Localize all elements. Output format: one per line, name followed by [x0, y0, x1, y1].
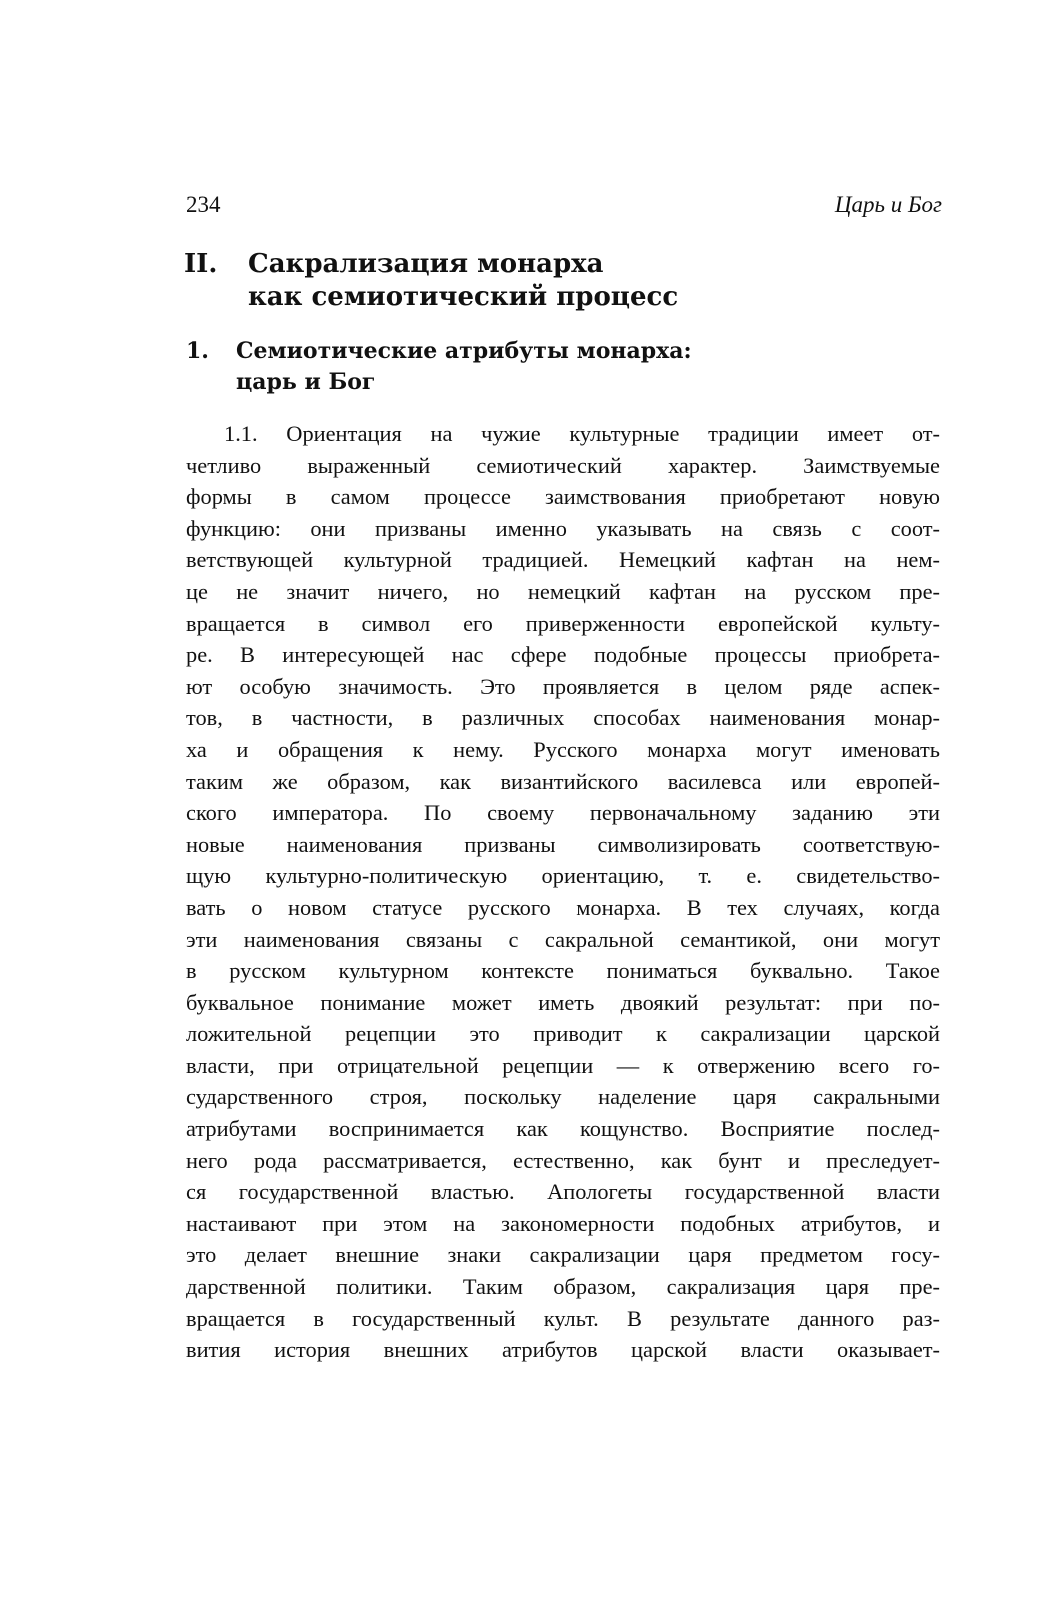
text-line: функцию: они призваны именно указывать на связь с соот- — [186, 515, 940, 541]
section-title-line: как семиотический процесс — [248, 282, 679, 312]
text-line: ского императора. По своему первоначальному заданию эти — [186, 800, 940, 826]
running-head — [186, 190, 942, 220]
text-line: вращается в символ его приверженности европейской культу- — [186, 610, 940, 636]
text-line: атрибутами воспринимается как кощунство. Восприятие послед- — [186, 1116, 940, 1142]
text-line: ют особую значимость. Это проявляется в целом ряде аспек- — [186, 673, 940, 699]
subsection-title-line: Семиотические атрибуты монарха: — [236, 338, 692, 364]
text-line: власти, при отрицательной рецепции — к отвержению всего го- — [186, 1052, 940, 1078]
text-line: дарственной политики. Таким образом, сакрализация царя пре- — [186, 1274, 940, 1300]
text-line: новые наименования призваны символизировать соответствую- — [186, 831, 940, 857]
text-line: эти наименования связаны с сакральной семантикой, они могут — [186, 926, 940, 952]
page-number: 234 — [186, 192, 221, 217]
text-line: ха и обращения к нему. Русского монарха могут именовать — [186, 736, 940, 762]
text-line: щую культурно-политическую ориентацию, т. е. свидетельство- — [186, 863, 940, 889]
body-paragraph — [186, 418, 940, 1366]
section-title — [248, 248, 678, 314]
text-line: вать о новом статусе русского монарха. В тех случаях, когда — [186, 894, 940, 920]
subsection-title — [236, 336, 692, 398]
text-line: него рода рассматривается, естественно, как бунт и преследует- — [186, 1147, 940, 1173]
text-line: ветствующей культурной традицией. Немецкий кафтан на нем- — [186, 547, 940, 573]
running-title: Царь и Бог — [834, 192, 942, 217]
text-line: ложительной рецепции это приводит к сакрализации царской — [186, 1021, 940, 1047]
section-heading — [184, 248, 944, 318]
text-line: сударственного строя, поскольку наделение царя сакральными — [186, 1084, 940, 1110]
text-line: ре. В интересующей нас сфере подобные процессы приобрета- — [186, 642, 940, 668]
subsection-heading — [186, 336, 946, 400]
text-line: таким же образом, как византийского василевса или европей- — [186, 768, 940, 794]
text-line: ся государственной властью. Апологеты государственной власти — [186, 1179, 940, 1205]
text-line: вития история внешних атрибутов царской власти оказывает- — [186, 1337, 940, 1363]
text-line: в русском культурном контексте пониматься буквально. Такое — [186, 958, 940, 984]
text-line: четливо выраженный семиотический характер. Заимствуемые — [186, 452, 940, 478]
section-title-line: Сакрализация монарха — [248, 249, 604, 279]
text-line: настаивают при этом на закономерности подобных атрибутов, и — [186, 1210, 940, 1236]
text-line: буквальное понимание может иметь двоякий результат: при по- — [186, 989, 940, 1015]
text-line: вращается в государственный культ. В результате данного раз- — [186, 1305, 940, 1331]
subsection-number: 1. — [186, 338, 209, 364]
text-line: формы в самом процессе заимствования приобретают новую — [186, 484, 940, 510]
text-line: 1.1. Ориентация на чужие культурные традиции имеет от- — [224, 421, 940, 446]
subsection-title-line: царь и Бог — [236, 369, 376, 395]
text-line: тов, в частности, в различных способах наименования монар- — [186, 705, 940, 731]
text-line: это делает внешние знаки сакрализации царя предметом госу- — [186, 1242, 940, 1268]
text-line: це не значит ничего, но немецкий кафтан на русском пре- — [186, 578, 940, 604]
section-number: II. — [184, 249, 218, 279]
